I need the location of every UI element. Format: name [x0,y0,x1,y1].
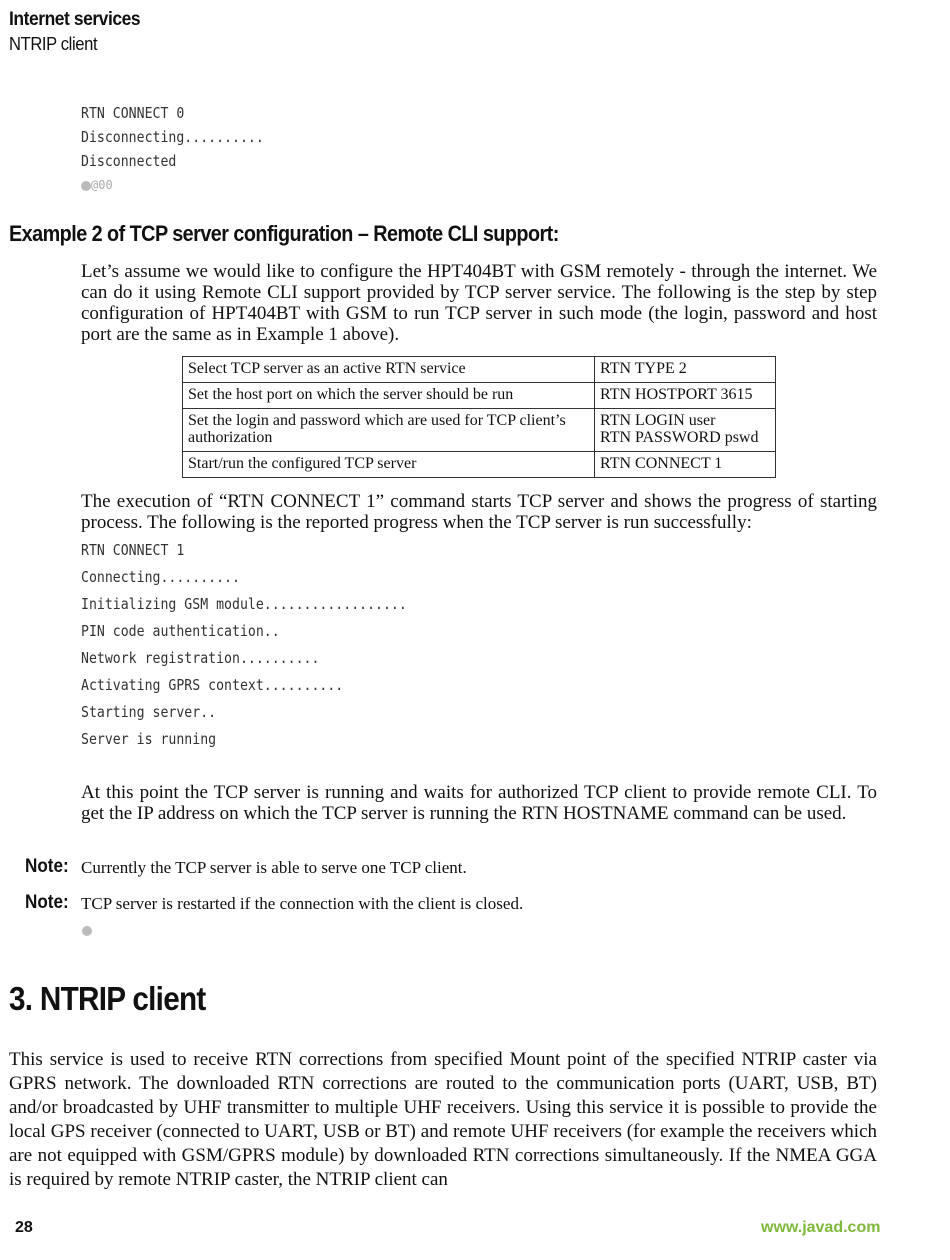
website-link[interactable]: www.javad.com [761,1219,881,1236]
table-cell-command [595,357,776,383]
after-paragraph: At this point the TCP server is running and waits for authorized TCP client to provide remote CLI. To get the IP address on which the TCP server is running the RTN HOSTNAME command can be used. [81,782,877,824]
note-text: Currently the TCP server is able to serve one TCP client. [81,858,467,877]
page-number: 28 [15,1219,33,1236]
note-label: Note: [25,856,69,877]
table-cell-command [595,383,776,409]
command-line: RTN PASSWORD pswd [600,429,759,446]
table-row [183,383,776,409]
header-section-title: Internet services [9,9,141,30]
example2-intro: Let’s assume we would like to configure the HPT404BT with GSM remotely - through the internet. We can do it using Remote CLI support provided by TCP server service. The following is the step by step configuration of HPT404BT with GSM to run TCP server in such mode (the login, password and host port are the same as in Example 1 above). [81,261,877,345]
code-line: Activating GPRS context.......... [81,676,344,694]
header-subsection-title: NTRIP client [9,34,98,54]
table-cell-command [595,409,776,452]
command-table [182,356,776,478]
section3-body: This service is used to receive RTN corrections from specified Mount point of the specified NTRIP caster via GPRS network. The downloaded RTN corrections are routed to the communication ports (UART, USB, BT) and/or broadcasted by UHF transmitter to multiple UHF receivers. Using this service it is possible to provide the local GPS receiver (connected to UART, USB or BT) and remote UHF receivers (for example the receivers which are not equipped with GSM/GPRS module) by downloaded RTN corrections simultaneously. If the NMEA GGA is required by remote NTRIP caster, the NTRIP client can [9,1049,877,1190]
prompt-text: @00 [91,178,113,192]
code-line: RTN CONNECT 0 [81,104,185,122]
command-line: RTN CONNECT 1 [600,455,723,472]
table-cell-description: Start/run the configured TCP server [183,452,595,478]
table-row [183,357,776,383]
note-label: Note: [25,892,69,913]
code-line: Disconnecting.......... [81,128,264,146]
bullet-dot-icon [81,181,91,191]
command-line: RTN LOGIN user [600,412,716,429]
code-line: Server is running [81,730,217,748]
table-row [183,452,776,478]
note-text: TCP server is restarted if the connection with the client is closed. [81,894,524,913]
table-cell-description: Set the login and password which are used for TCP client’s authorization [183,409,595,452]
table-row [183,409,776,452]
bullet-dot-icon [82,926,92,936]
command-line: RTN TYPE 2 [600,360,687,377]
table-cell-command [595,452,776,478]
code-line: PIN code authentication.. [81,622,280,640]
code-line: RTN CONNECT 1 [81,541,185,559]
code-line: Starting server.. [81,703,217,721]
table-cell-description: Set the host port on which the server should be run [183,383,595,409]
prompt-line [81,178,113,192]
command-line: RTN HOSTPORT 3615 [600,386,753,403]
section3-heading: 3. NTRIP client [9,980,206,1017]
code-line: Disconnected [81,152,177,170]
execution-paragraph: The execution of “RTN CONNECT 1” command starts TCP server and shows the progress of starting process. The following is the reported progress when the TCP server is run successfully: [81,491,877,533]
code-line: Network registration.......... [81,649,320,667]
table-cell-description: Select TCP server as an active RTN service [183,357,595,383]
code-line: Connecting.......... [81,568,240,586]
code-line: Initializing GSM module.................. [81,595,407,613]
example2-heading: Example 2 of TCP server configuration – Remote CLI support: [9,221,559,246]
